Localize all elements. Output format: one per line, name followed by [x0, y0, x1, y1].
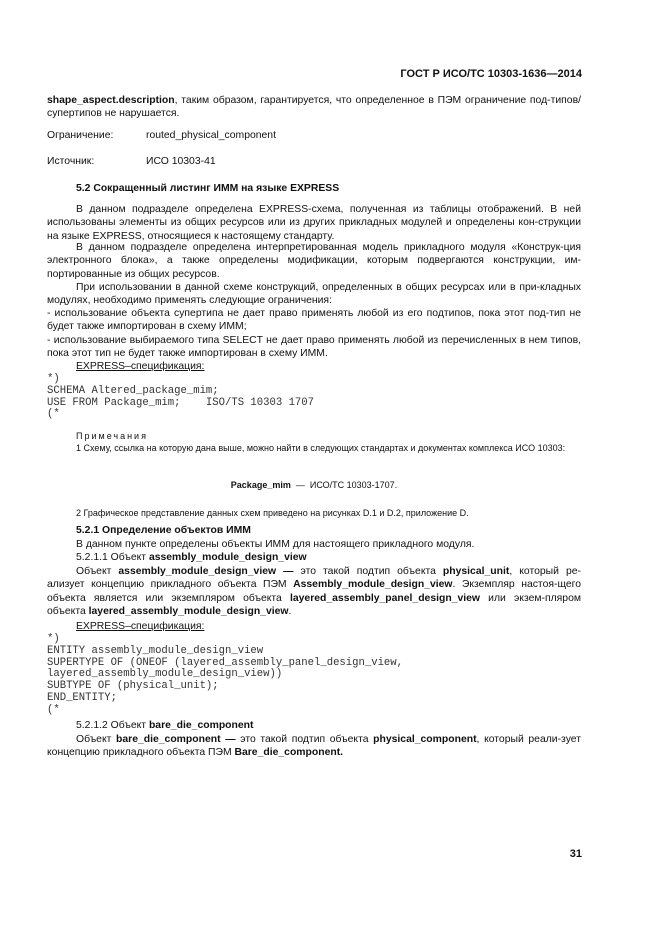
- paragraph: В данном подразделе определена интерпретированная модель прикладного модуля «Конструк-ция электронного блока», а также определены модификации, которым подвергаются конструкции, им-портированные из общих ресурсов.: [47, 242, 581, 280]
- code-block: *) SCHEMA Altered_package_mim; USE FROM Package_mim; ISO/TS 10303 1707 (*: [47, 373, 315, 421]
- paragraph: В данном пункте определены объекты ИММ для настоящего прикладного модуля.: [76, 539, 475, 550]
- subsection-name: assembly_module_design_view: [148, 552, 307, 563]
- text-run: , который ре-ализует концепцию прикладного объекта ПЭМ: [47, 566, 581, 591]
- text-run: Assembly_module_design_view: [293, 579, 453, 591]
- express-spec-label: EXPRESS–спецификация:: [76, 621, 205, 632]
- subsection-heading: [47, 719, 610, 732]
- text-run: physical_component: [373, 734, 477, 745]
- note-2: 2 Графическое представление данных схем приведено на рисунках D.1 и D.2, приложение D.: [76, 508, 469, 518]
- field-value: routed_physical_component: [146, 130, 276, 141]
- section-5-2-1-heading: 5.2.1 Определение объектов ИММ: [76, 525, 251, 536]
- text-run: layered_assembly_module_design_view: [88, 606, 289, 618]
- ref-name: Package_mim: [230, 480, 291, 490]
- field-label: Источник:: [47, 156, 95, 167]
- page-number: 31: [569, 848, 582, 860]
- note-1: 1 Схему, ссылка на которую дана выше, можно найти в следующих стандартах и документах комплекса ИСО 10303:: [76, 443, 566, 453]
- code-block: *) ENTITY assembly_module_design_view SUPERTYPE OF (ONEOF (layered_assembly_panel_design_view, layered_assembly_module_design_view)) SUBTYPE OF (physical_unit); END_ENTITY; (*: [47, 633, 404, 716]
- text-run: это такой подтип объекта: [293, 566, 443, 577]
- subsection-label: 5.2.1.2 Объект: [76, 720, 149, 731]
- field-source: [47, 155, 581, 168]
- text-run: bare_die_component —: [116, 734, 236, 745]
- note-reference: [47, 480, 581, 492]
- section-5-2-heading: 5.2 Сокращенный листинг ИММ на языке EXPRESS: [76, 183, 340, 194]
- text-run: assembly_module_design_view —: [118, 566, 294, 577]
- field-constraint: [47, 129, 581, 142]
- text-run: или экзем-пляром объекта: [47, 592, 581, 618]
- subsection-heading: [47, 551, 610, 564]
- intro-text: , таким образом, гарантируется, что определенное в ПЭМ ограничение под-типов/супертипов не нарушается.: [47, 95, 581, 120]
- text-run: .: [288, 606, 292, 618]
- text-run: Bare_die_component.: [234, 747, 344, 759]
- page-header: ГОСТ Р ИСО/ТС 10303-1636—2014: [400, 68, 582, 80]
- text-run: layered_assembly_panel_design_view: [289, 592, 480, 604]
- object-description: [47, 733, 581, 760]
- intro-paragraph: [47, 94, 581, 121]
- paragraph: При использовании в данной схеме конструкций, определенных в общих ресурсах или в при-кладных модулях, необходимо применять следующие ограничения:: [47, 282, 581, 307]
- express-spec-label: EXPRESS–спецификация:: [76, 361, 205, 372]
- field-value: ИСО 10303-41: [146, 156, 216, 167]
- object-description: [47, 565, 581, 619]
- intro-term: shape_aspect.description: [47, 95, 175, 106]
- ref-doc: ИСО/ТС 10303-1707.: [309, 480, 398, 490]
- subsection-label: 5.2.1.1 Объект: [76, 552, 149, 563]
- ref-sep: —: [295, 480, 305, 490]
- text-run: physical_unit: [442, 566, 510, 577]
- subsection-name: bare_die_component: [148, 720, 254, 731]
- text-run: Объект: [76, 734, 117, 745]
- field-label: Ограничение:: [47, 130, 114, 141]
- notes-title: Примечания: [76, 431, 148, 441]
- text-run: это такой подтип объекта: [235, 734, 374, 745]
- list-item: - использование выбираемого типа SELECT не дает право применять любой из перечисленных в нем типов, пока этот тип не будет также импортирован в схему ИММ.: [47, 335, 581, 360]
- text-run: Объект: [76, 566, 119, 577]
- paragraph: В данном подразделе определена EXPRESS-схема, полученная из таблицы отображений. В ней использованы элементы из общих ресурсов или из других прикладных модулей и определены кон-струкции на языке EXPRESS, относящиеся к настоящему стандарту.: [47, 204, 581, 242]
- text-run: , который реали-зует концепцию прикладного объекта ПЭМ: [47, 734, 581, 759]
- text-run: . Экземпляр настоя-щего объекта является или экземпляром объекта: [47, 579, 581, 604]
- list-item: - использование объекта супертипа не дает право применять любой из его подтипов, пока этот под-тип не будет также импортирован в схему ИММ;: [47, 308, 581, 333]
